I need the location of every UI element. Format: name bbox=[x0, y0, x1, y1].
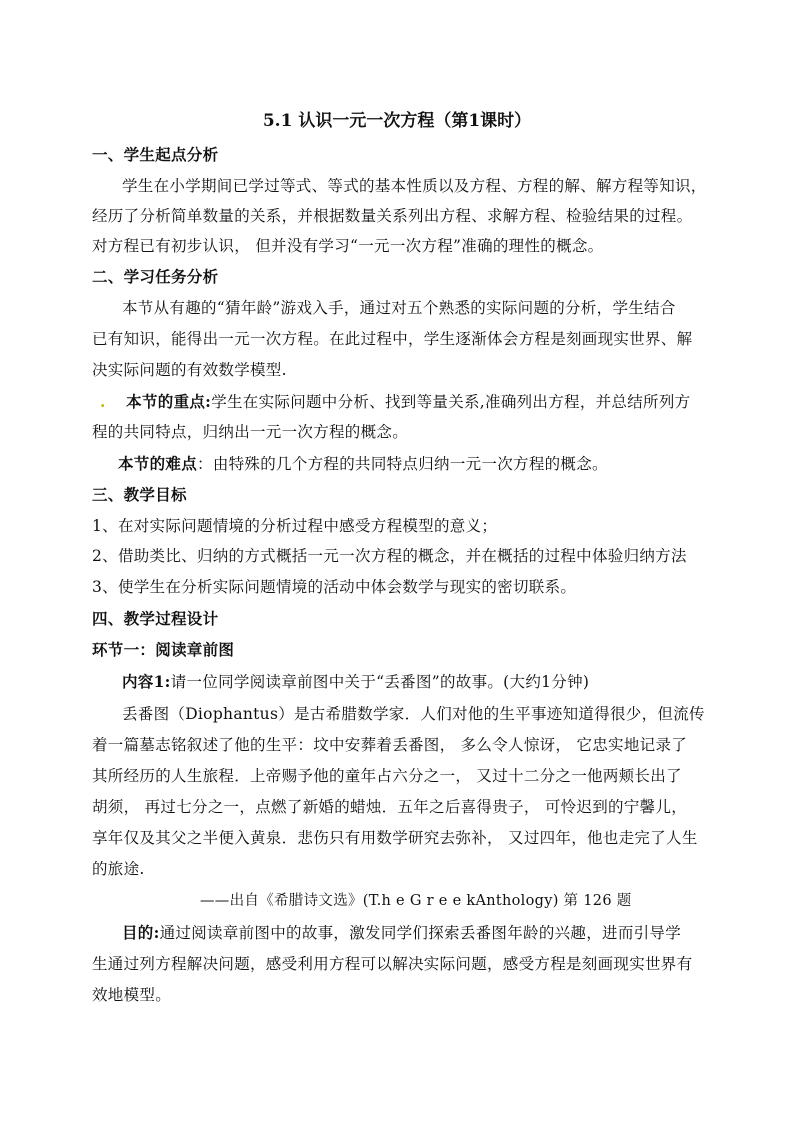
key-point-line bbox=[100, 392, 690, 412]
paragraph-line: 程的共同特点，归纳出一元一次方程的概念。 bbox=[92, 423, 409, 441]
list-item: 1、在对实际问题情境的分析过程中感受方程模型的意义； bbox=[92, 517, 498, 535]
purpose-line bbox=[122, 923, 681, 943]
difficulty-line bbox=[118, 454, 608, 474]
key-point-label: 本节的重点: bbox=[126, 392, 212, 411]
story-line: 其所经历的人生旅程．上帝赐予他的童年占六分之一， 又过十二分之一他两颊长出了 bbox=[92, 767, 682, 785]
paragraph-line: 经历了分析简单数量的关系，并根据数量关系列出方程、求解方程、检验结果的过程。 bbox=[92, 207, 693, 225]
paragraph-line: 本节从有趣的“猜年龄”游戏入手，通过对五个熟悉的实际问题的分析，学生结合 bbox=[122, 299, 676, 317]
content-line bbox=[122, 672, 589, 692]
section-heading-3: 三、教学目标 bbox=[92, 485, 187, 504]
purpose-line: 生通过列方程解决问题，感受利用方程可以解决实际问题，感受方程是刻画现实世界有 bbox=[92, 955, 693, 973]
bullet-marker: . bbox=[100, 392, 106, 411]
section-heading-2: 二、学习任务分析 bbox=[92, 267, 219, 286]
story-line: 享年仅及其父之半便入黄泉．悲伤只有用数学研究去弥补， 又过四年，他也走完了人生 bbox=[92, 829, 698, 847]
content-label: 内容1: bbox=[122, 672, 171, 691]
purpose-text: 通过阅读章前图中的故事，激发同学们探索丢番图年龄的兴趣，进而引导学 bbox=[159, 924, 682, 942]
story-line: 胡须， 再过七分之一，点燃了新婚的蜡烛．五年之后喜得贵子， 可怜迟到的宁馨儿， bbox=[92, 798, 688, 816]
difficulty-label: 本节的难点 bbox=[118, 454, 198, 473]
key-point-text: 学生在实际问题中分析、找到等量关系,准确列出方程，并总结所列方 bbox=[211, 393, 691, 411]
purpose-line: 效地模型。 bbox=[92, 986, 172, 1004]
story-line: 的旅途. bbox=[92, 860, 145, 878]
content-text: 请一位同学阅读章前图中关于“丢番图”的故事。(大约1分钟) bbox=[170, 673, 590, 691]
paragraph-line: 对方程已有初步认识， 但并没有学习“一元一次方程”准确的理性的概念。 bbox=[92, 237, 604, 255]
list-item: 2、借助类比、归纳的方式概括一元一次方程的概念，并在概括的过程中体验归纳方法 bbox=[92, 547, 687, 565]
list-item: 3、使学生在分析实际问题情境的活动中体会数学与现实的密切联系。 bbox=[92, 578, 577, 596]
source-citation: ——出自《希腊诗文选》(T.h e G r e e kAnthology) 第 126 题 bbox=[200, 893, 632, 909]
paragraph-line: 学生在小学期间已学过等式、等式的基本性质以及方程、方程的解、解方程等知识， bbox=[122, 177, 707, 195]
difficulty-text: ：由特殊的几个方程的共同特点归纳一元一次方程的概念。 bbox=[197, 455, 608, 473]
paragraph-line: 决实际问题的有效数学模型. bbox=[92, 361, 287, 379]
paragraph-line: 已有知识，能得出一元一次方程。在此过程中，学生逐渐体会方程是刻画现实世界、解 bbox=[92, 330, 693, 348]
section-heading-4: 四、教学过程设计 bbox=[92, 609, 219, 628]
step-heading: 环节一：阅读章前图 bbox=[92, 640, 235, 659]
story-line: 丢番图（Diophantus）是古希腊数学家．人们对他的生平事迹知道得很少，但流传 bbox=[122, 705, 705, 723]
purpose-label: 目的: bbox=[122, 923, 160, 942]
section-heading-1: 一、学生起点分析 bbox=[92, 145, 219, 164]
page-title: 5.1 认识一元一次方程（第1课时） bbox=[262, 111, 532, 131]
story-line: 着一篇墓志铭叙述了他的生平：坟中安葬着丢番图， 多么令人惊讶， 它忠实地记录了 bbox=[92, 736, 688, 754]
